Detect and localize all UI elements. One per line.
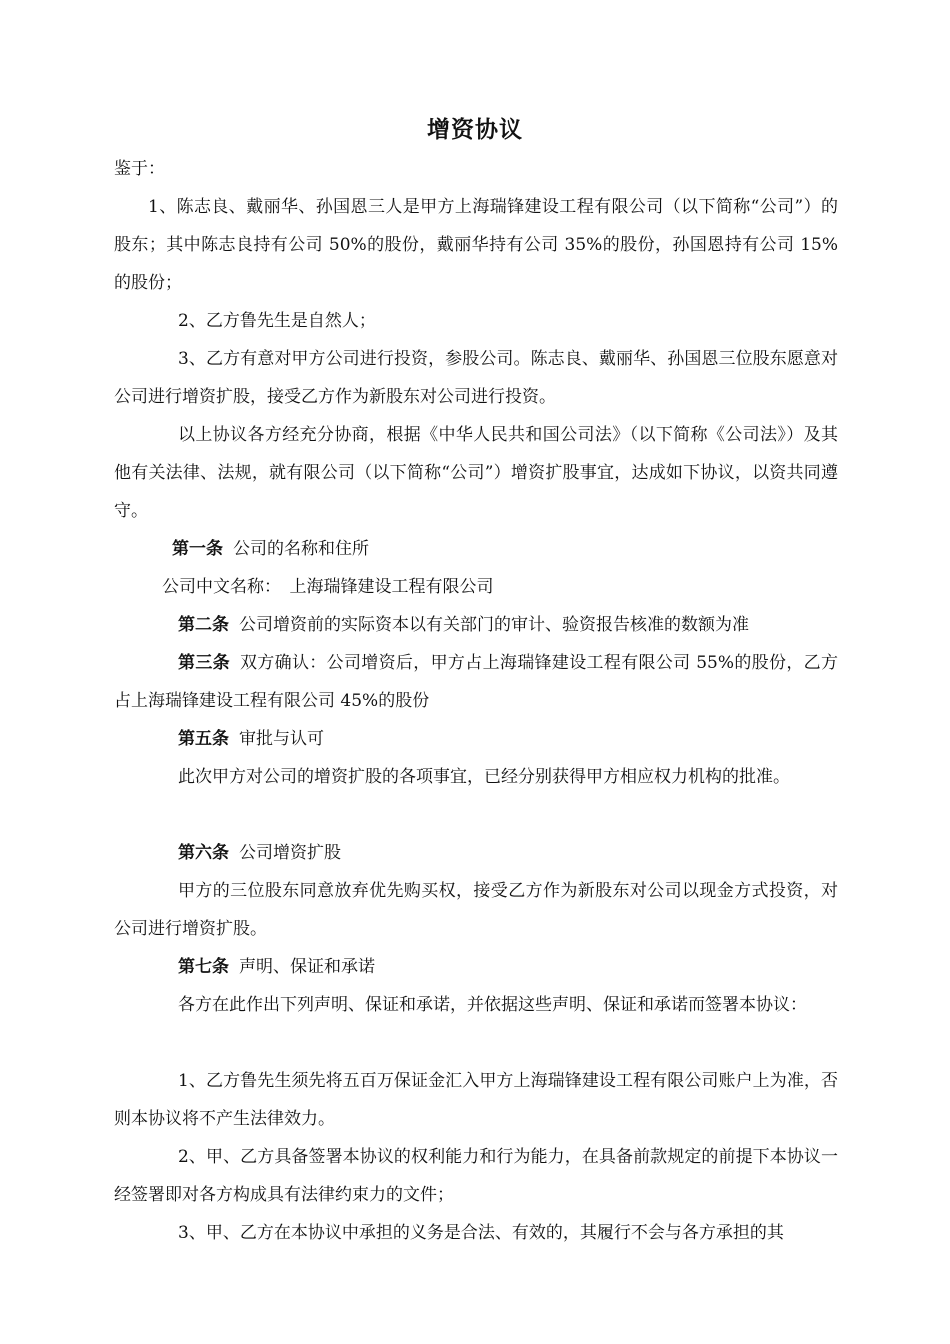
- article-text: 双方确认：公司增资后，甲方占上海瑞锋建设工程有限公司 55%的股份，乙方占上海瑞锋建设工程有限公司 45%的股份: [114, 653, 838, 711]
- article-number: 第一条: [172, 539, 223, 559]
- document-title: 增资协议: [427, 116, 523, 143]
- article-2: [114, 606, 838, 644]
- recital-3: 3、乙方有意对甲方公司进行投资，参股公司。陈志良、戴丽华、孙国恩三位股东愿意对公司进行增资扩股，接受乙方作为新股东对公司进行投资。: [114, 349, 838, 407]
- article-number: 第三条: [178, 653, 230, 673]
- article-number: 第六条: [178, 843, 229, 863]
- article-title: 公司增资扩股: [239, 843, 341, 863]
- article-7-item-2: 2、甲、乙方具备签署本协议的权利能力和行为能力，在具备前款规定的前提下本协议一经签署即对各方构成具有法律约束力的文件；: [114, 1147, 838, 1205]
- recital-preamble: 以上协议各方经充分协商，根据《中华人民共和国公司法》（以下简称《公司法》）及其他有关法律、法规，就有限公司（以下简称“公司”）增资扩股事宜，达成如下协议，以资共同遵守。: [114, 425, 838, 521]
- article-5-body: 此次甲方对公司的增资扩股的各项事宜，已经分别获得甲方相应权力机构的批准。: [178, 767, 790, 787]
- article-7-heading: [114, 948, 838, 986]
- article-text: 公司增资前的实际资本以有关部门的审计、验资报告核准的数额为准: [239, 615, 749, 635]
- recital-2: 2、乙方鲁先生是自然人；: [178, 311, 376, 331]
- article-7-intro: 各方在此作出下列声明、保证和承诺，并依据这些声明、保证和承诺而签署本协议：: [178, 995, 807, 1015]
- article-number: 第七条: [178, 957, 229, 977]
- article-7-item-3: 3、甲、乙方在本协议中承担的义务是合法、有效的，其履行不会与各方承担的其: [178, 1223, 784, 1243]
- article-6-heading: [114, 834, 838, 872]
- article-number: 第五条: [178, 729, 229, 749]
- company-name-line: 公司中文名称： 上海瑞锋建设工程有限公司: [162, 577, 494, 597]
- article-title: 审批与认可: [239, 729, 324, 749]
- article-3: [114, 644, 838, 720]
- whereas-label: 鉴于：: [114, 159, 165, 179]
- article-6-body: 甲方的三位股东同意放弃优先购买权，接受乙方作为新股东对公司以现金方式投资，对公司进行增资扩股。: [114, 881, 838, 939]
- article-number: 第二条: [178, 615, 229, 635]
- article-1-heading: [114, 530, 838, 568]
- article-7-item-1: 1、乙方鲁先生须先将五百万保证金汇入甲方上海瑞锋建设工程有限公司账户上为准，否则本协议将不产生法律效力。: [114, 1071, 838, 1129]
- recital-1: 1、陈志良、戴丽华、孙国恩三人是甲方上海瑞锋建设工程有限公司（以下简称“公司”）的股东；其中陈志良持有公司 50%的股份，戴丽华持有公司 35%的股份，孙国恩持有公司 15%的股份；: [114, 197, 838, 293]
- article-title: 声明、保证和承诺: [239, 957, 375, 977]
- article-title: 公司的名称和住所: [233, 539, 369, 559]
- article-5-heading: [114, 720, 838, 758]
